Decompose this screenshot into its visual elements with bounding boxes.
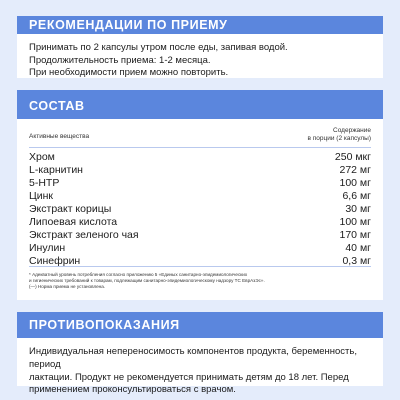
substance-name: Цинк	[29, 190, 54, 202]
contraindications-text	[17, 338, 383, 397]
substance-name: Инулин	[29, 242, 66, 254]
column-header-active-substances: Активные вещества	[29, 133, 90, 140]
table-row	[29, 203, 371, 216]
usage-card	[17, 16, 383, 78]
usage-line: Продолжительность приема: 1-2 месяца.	[29, 54, 211, 66]
composition-card	[17, 90, 383, 300]
usage-text	[17, 34, 383, 80]
table-row	[29, 216, 371, 229]
table-row	[29, 229, 371, 242]
usage-line: Принимать по 2 капсулы утром после еды, запивая водой.	[29, 42, 288, 53]
substance-name: 5-HTP	[29, 177, 60, 189]
substance-amount: 170 мг	[339, 229, 371, 241]
substance-amount: 272 мг	[339, 164, 371, 176]
footnote-line: (—) Норма приема не установлена.	[29, 284, 106, 289]
footnote-line: * Адекватный уровень потребления согласно приложению 5 «Единых санитарно-эпидемиологических	[29, 272, 248, 277]
footnote-line: и гигиенических требований к товарам, подлежащим санитарно-эпидемиологическому надзору ТС ЕврАзЭс».	[29, 278, 265, 283]
table-row	[29, 242, 371, 255]
substance-name: Липоевая кислота	[29, 216, 118, 228]
contraindications-line: лактации. Продукт не рекомендуется принимать детям до 18 лет. Перед	[29, 371, 349, 383]
table-row	[29, 151, 371, 164]
substance-amount: 0,3 мг	[342, 255, 371, 267]
table-row	[29, 177, 371, 190]
composition-footnote	[29, 266, 371, 290]
substance-amount: 100 мг	[339, 177, 371, 189]
contraindications-line: применением проконсультироваться с врачом.	[29, 384, 236, 396]
composition-table	[29, 151, 371, 268]
table-row	[29, 164, 371, 177]
substance-amount: 30 мг	[345, 203, 371, 215]
substance-name: Синефрин	[29, 255, 81, 267]
substance-amount: 250 мкг	[334, 151, 371, 163]
substance-name: L-карнитин	[29, 164, 83, 176]
substance-name: Хром	[29, 151, 55, 163]
composition-table-header	[29, 119, 371, 148]
contraindications-line: Индивидуальная непереносимость компонентов продукта, беременность, период	[29, 346, 357, 370]
substance-amount: 100 мг	[339, 216, 371, 228]
contraindications-card	[17, 312, 383, 396]
table-row	[29, 190, 371, 203]
substance-amount: 6,6 мг	[342, 190, 371, 202]
column-header-content-line: в порции (2 капсулы)	[307, 134, 371, 142]
column-header-content	[308, 127, 372, 142]
usage-title: РЕКОМЕНДАЦИИ ПО ПРИЕМУ	[17, 16, 383, 34]
substance-name: Экстракт зеленого чая	[29, 229, 139, 241]
column-header-content-line: Содержание	[333, 127, 371, 134]
composition-title: СОСТАВ	[17, 90, 383, 119]
substance-amount: 40 мг	[345, 242, 371, 254]
contraindications-title: ПРОТИВОПОКАЗАНИЯ	[17, 312, 383, 338]
substance-name: Экстракт корицы	[29, 203, 112, 215]
usage-line: При необходимости прием можно повторить.	[29, 67, 229, 78]
